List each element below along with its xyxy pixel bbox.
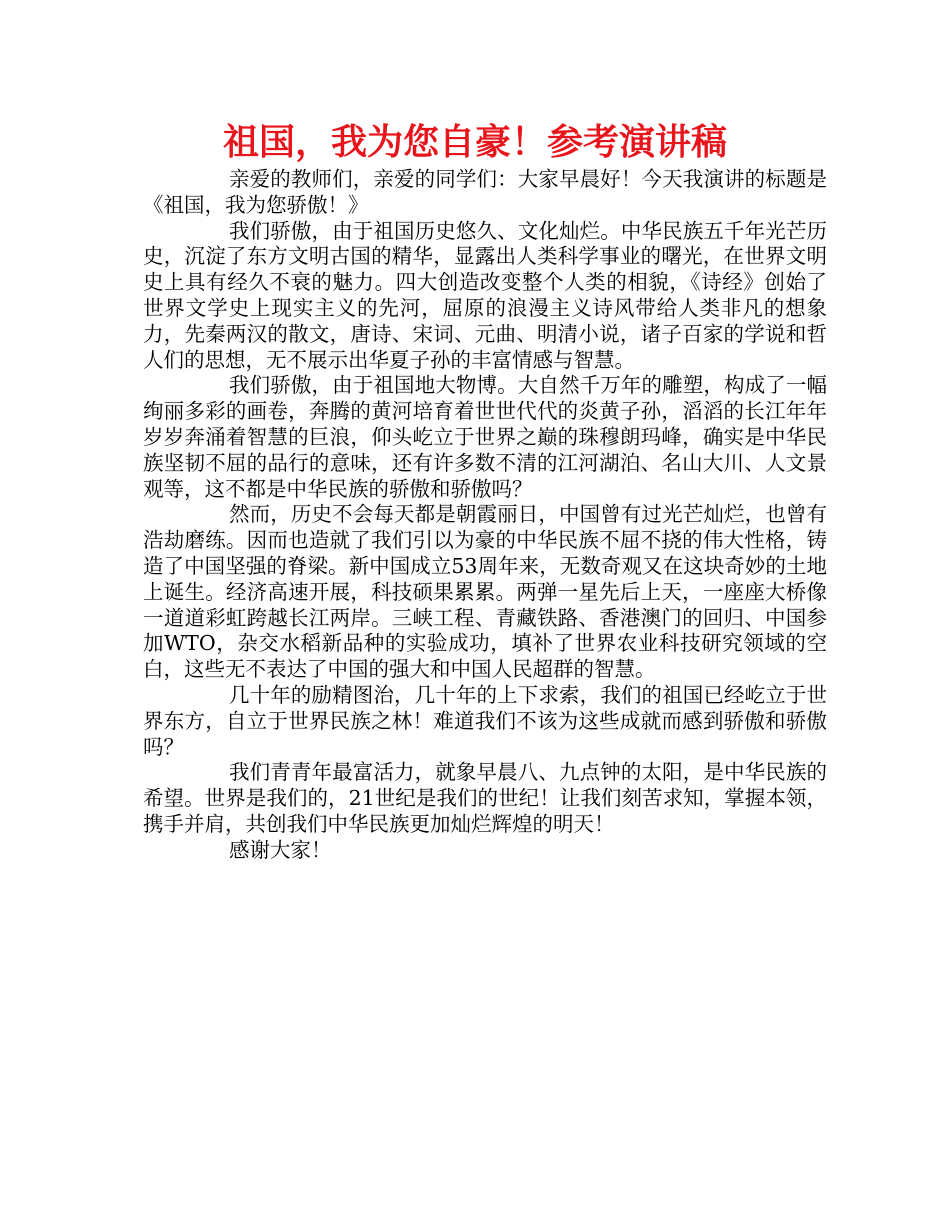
paragraph-thanks: 感谢大家！ — [229, 837, 332, 862]
speech-body — [143, 167, 827, 864]
paragraph-progress: 几十年的励精图治，几十年的上下求索，我们的祖国已经屹立于世界东方，自立于世界民族之林！难道我们不该为这些成就而感到骄傲和骄傲吗？ — [143, 682, 827, 759]
paragraph-greeting: 亲爱的教师们，亲爱的同学们：大家早晨好！今天我演讲的标题是《祖国，我为您骄傲！》 — [143, 167, 827, 217]
paragraph-achievements: 然而，历史不会每天都是朝霞丽日，中国曾有过光芒灿烂，也曾有浩劫磨练。因而也造就了我们引以为豪的中华民族不屈不挠的伟大性格，铸造了中国坚强的脊梁。新中国成立53周年来，无数奇观又在这块奇妙的土地上诞生。经济高速开展，科技硕果累累。两弹一星先后上天，一座座大桥像一道道彩虹跨越长江两岸。三峡工程、青藏铁路、香港澳门的回归、中国参加WTO，杂交水稻新品种的实验成功，填补了世界农业科技研究领域的空白，这些无不表达了中国的强大和中国人民超群的智慧。 — [143, 502, 827, 682]
page-title: 祖国，我为您自豪！参考演讲稿 — [222, 122, 727, 163]
paragraph-geography: 我们骄傲，由于祖国地大物博。大自然千万年的雕塑，构成了一幅绚丽多彩的画卷，奔腾的黄河培育着世世代代的炎黄子孙，滔滔的长江年年岁岁奔涌着智慧的巨浪，仰头屹立于世界之巅的珠穆朗玛峰，确实是中华民族坚韧不屈的品行的意味，还有许多数不清的江河湖泊、名山大川、人文景观等，这不都是中华民族的骄傲和骄傲吗？ — [143, 373, 827, 501]
paragraph-history: 我们骄傲，由于祖国历史悠久、文化灿烂。中华民族五千年光芒历史，沉淀了东方文明古国的精华，显露出人类科学事业的曙光，在世界文明史上具有经久不衰的魅力。四大创造改变整个人类的相貌，《诗经》创始了世界文学史上现实主义的先河，屈原的浪漫主义诗风带给人类非凡的想象力，先秦两汉的散文，唐诗、宋词、元曲、明清小说，诸子百家的学说和哲人们的思想，无不展示出华夏子孙的丰富情感与智慧。 — [143, 218, 827, 372]
paragraph-youth: 我们青青年最富活力，就象早晨八、九点钟的太阳，是中华民族的希望。世界是我们的，21世纪是我们的世纪！让我们刻苦求知，掌握本领，携手并肩，共创我们中华民族更加灿烂辉煌的明天！ — [143, 760, 827, 836]
